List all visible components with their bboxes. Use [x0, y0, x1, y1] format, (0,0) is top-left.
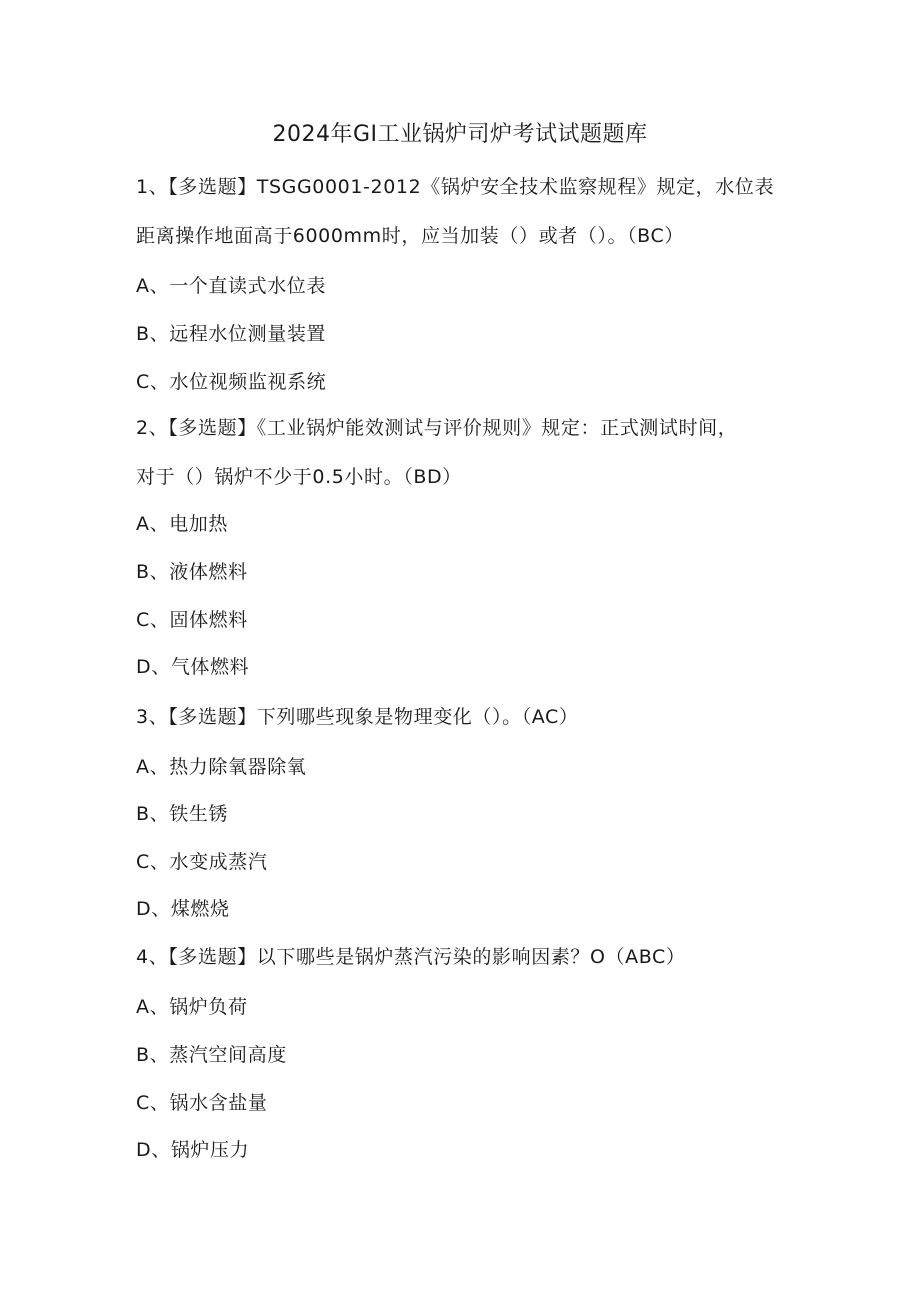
question-1-stem-line-1: 1、【多选题】TSGG0001-2012《锅炉安全技术监察规程》规定，水位表: [136, 176, 775, 198]
question-2-stem-line-2: 对于（）锅炉不少于0.5小时。（BD）: [136, 466, 462, 488]
question-1-stem-line-2: 距离操作地面高于6000mm时，应当加装（）或者（）。（BC）: [136, 225, 684, 247]
question-3-option-b: B、铁生锈: [136, 803, 229, 825]
question-4-option-a: A、锅炉负荷: [136, 996, 248, 1018]
document-title: 2024年GI工业锅炉司炉考试试题题库: [272, 122, 648, 147]
question-4-option-b: B、蒸汽空间高度: [136, 1044, 287, 1066]
question-2-stem-line-1: 2、【多选题】《工业锅炉能效测试与评价规则》规定：正式测试时间，: [136, 417, 738, 439]
question-3-option-c: C、水变成蒸汽: [136, 851, 268, 873]
question-3-option-a: A、热力除氧器除氧: [136, 756, 307, 778]
question-1-option-a: A、一个直读式水位表: [136, 275, 326, 297]
question-4-stem: 4、【多选题】以下哪些是锅炉蒸汽污染的影响因素？O（ABC）: [136, 946, 686, 968]
question-2-option-b: B、液体燃料: [136, 561, 248, 583]
question-2-option-d: D、气体燃料: [136, 656, 250, 678]
question-1-option-b: B、远程水位测量装置: [136, 323, 327, 345]
question-4-option-c: C、锅水含盐量: [136, 1092, 268, 1114]
question-3-stem: 3、【多选题】下列哪些现象是物理变化（）。（AC）: [136, 706, 579, 728]
question-1-option-c: C、水位视频监视系统: [136, 371, 327, 393]
question-4-option-d: D、锅炉压力: [136, 1139, 250, 1161]
question-3-option-d: D、煤燃烧: [136, 898, 230, 920]
question-2-option-a: A、电加热: [136, 513, 228, 535]
question-2-option-c: C、固体燃料: [136, 609, 248, 631]
